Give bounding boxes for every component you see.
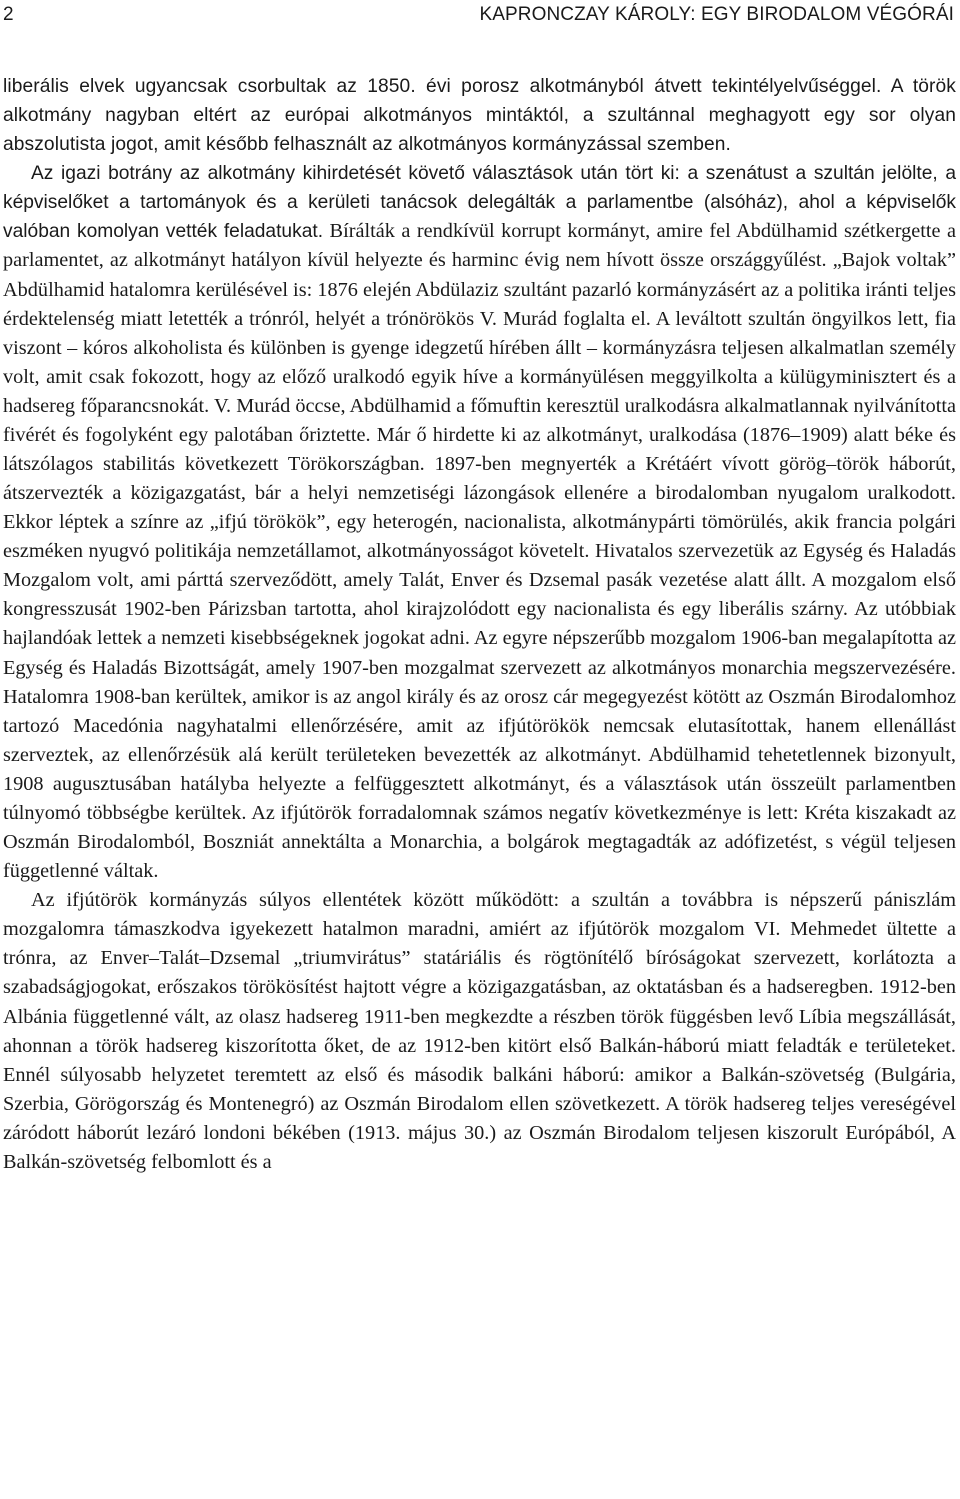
body-text <box>3 72 956 1177</box>
paragraph-scandal-lead: Az igazi botrány az alkotmány kihirdetését követő választások után tört ki: a szenátust a szultán jelölte, a képviselőket a tartományok és a kerületi tanácsok delegálták a parlamentbe (alsóház), ahol a képviselők valóban komolyan vették feladatukat. <box>3 163 956 243</box>
page-header <box>3 0 954 30</box>
paragraph-continuation: liberális elvek ugyancsak csorbultak az 1850. évi porosz alkotmányból átvett tekintélyelvűséggel. A török alkotmány nagyban eltért az európai alkotmányos mintáktól, a szultánnal meghagyott egy sor olyan abszolutista jogot, amit később felhasznált az alkotmányos kormányzással szemben. <box>3 76 956 156</box>
paragraph-scandal <box>3 159 956 886</box>
paragraph-scandal-rest: Bírálták a rendkívül korrupt kormányt, amire fel Abdülhamid szétkergette a parlamentet, az alkotmányt hatályon kívül helyezte és harminc évig nem hívott össze országgyűlést. „Bajok voltak” Abdülhamid hatalomra kerülésével is: 1876 elején Abdülaziz szultánt pazarló kormányzásért az a politika iránti teljes érdektelenség miatt letették a trónról, helyét a trónörökös V. Murád foglalta el. A leváltott szultán öngyilkos lett, fia viszont – kóros alkoholista és különben is gyenge idegzetű hírében állt – kormányzásra teljesen alkalmatlan személy volt, amit csak fokozott, hogy az előző uralkodó egyik híve a kormányülésen meggyilkolta a külügyminisztert és a hadsereg főparancsnokát. V. Murád öccse, Abdülhamid a főmuftin keresztül uralkodásra alkalmatlannak nyilvánította fivérét és fogolyként egy palotában őriztette. Már ő hirdette ki az alkotmányt, uralkodása (1876–1909) alatt béke és látszólagos stabilitás következett Törökországban. 1897-ben megnyerték a Krétáért vívott görög–török háborút, átszervezték a közigazgatást, bár a helyi nemzetiségi lázongások ellenére a birodalomban nyugalom uralkodott. Ekkor léptek a színre az „ifjú törökök”, egy heterogén, nacionalista, alkotmánypárti tömörülés, akik francia polgári eszméken nyugvó politikája nemzetállamot, alkotmányosságot követelt. Hivatalos szervezetük az Egység és Haladás Mozgalom volt, ami párttá szerveződött, amely Talát, Enver és Dzsemal pasák vezetése alatt állt. A mozgalom első kongresszusát 1902-ben Párizsban tartotta, ahol kirajzolódott egy nacionalista és egy liberális szárny. Az utóbbiak hajlandóak lettek a nemzeti kisebbségeknek jogokat adni. Az egyre népszerűbb mozgalom 1906-ban megalapította az Egység és Haladás Bizottságát, amely 1907-ben mozgalmat szervezett az alkotmányos monarchia megszervezésére. Hatalomra 1908-ban kerültek, amikor is az angol király és az orosz cár megegyezést kötött az Oszmán Birodalomhoz tartozó Macedónia nagyhatalmi ellenőrzésére, amit az ifjútörökök nemcsak elutasítottak, hanem ellenállást szerveztek, az ellenőrzésük alá került területeken bevezették az alkotmányt. Abdülhamid tehetetlennek bizonyult, 1908 augusztusában hatályba helyezte a felfüggesztett alkotmányt, és a választások után összeült parlamentben túlnyomó többségbe kerültek. Az ifjútörök forradalomnak számos negatív következménye is lett: Kréta kiszakadt az Oszmán Birodalomból, Boszniát annektálta a Monarchia, a bolgárok megtagadták az adófizetést, s végül teljesen függetlenné váltak. <box>3 220 956 883</box>
running-title: KAPRONCZAY KÁROLY: EGY BIRODALOM VÉGÓRÁI <box>479 4 954 25</box>
paragraph-young-turk-rule: Az ifjútörök kormányzás súlyos ellentétek között működött: a szultán a továbbra is népszerű pániszlám mozgalomra támaszkodva igyekezett hatalmon maradni, amiért az ifjútörök mozgalom VI. Mehmedet ültette a trónra, az Enver–Talát–Dzsemal „triumvirátus” statáriális és rögtönítélő bíróságokat szervezett, korlátozta a szabadságjogokat, erőszakos törökösítést hajtott végre a közigazgatásban, az oktatásban és a hadseregben. 1912-ben Albánia függetlenné vált, az olasz hadsereg 1911-ben megkezdte a részben török függésben levő Líbia megszállását, ahonnan a török hadsereg kiszorította őket, de az 1912-ben kitört első Balkán-háború miatt feladták e területeket. Ennél súlyosabb helyzetet teremtett az első és második balkáni háború: amikor a Balkán-szövetség (Bulgária, Szerbia, Görögország és Montenegró) az Oszmán Birodalom ellen szövetkezett. A török hadsereg teljes vereségével záródott háborút lezáró londoni békében (1913. május 30.) az Oszmán Birodalom teljesen kiszorult Európából, A Balkán-szövetség felbomlott és a <box>3 889 956 1173</box>
page-number: 2 <box>3 4 14 25</box>
